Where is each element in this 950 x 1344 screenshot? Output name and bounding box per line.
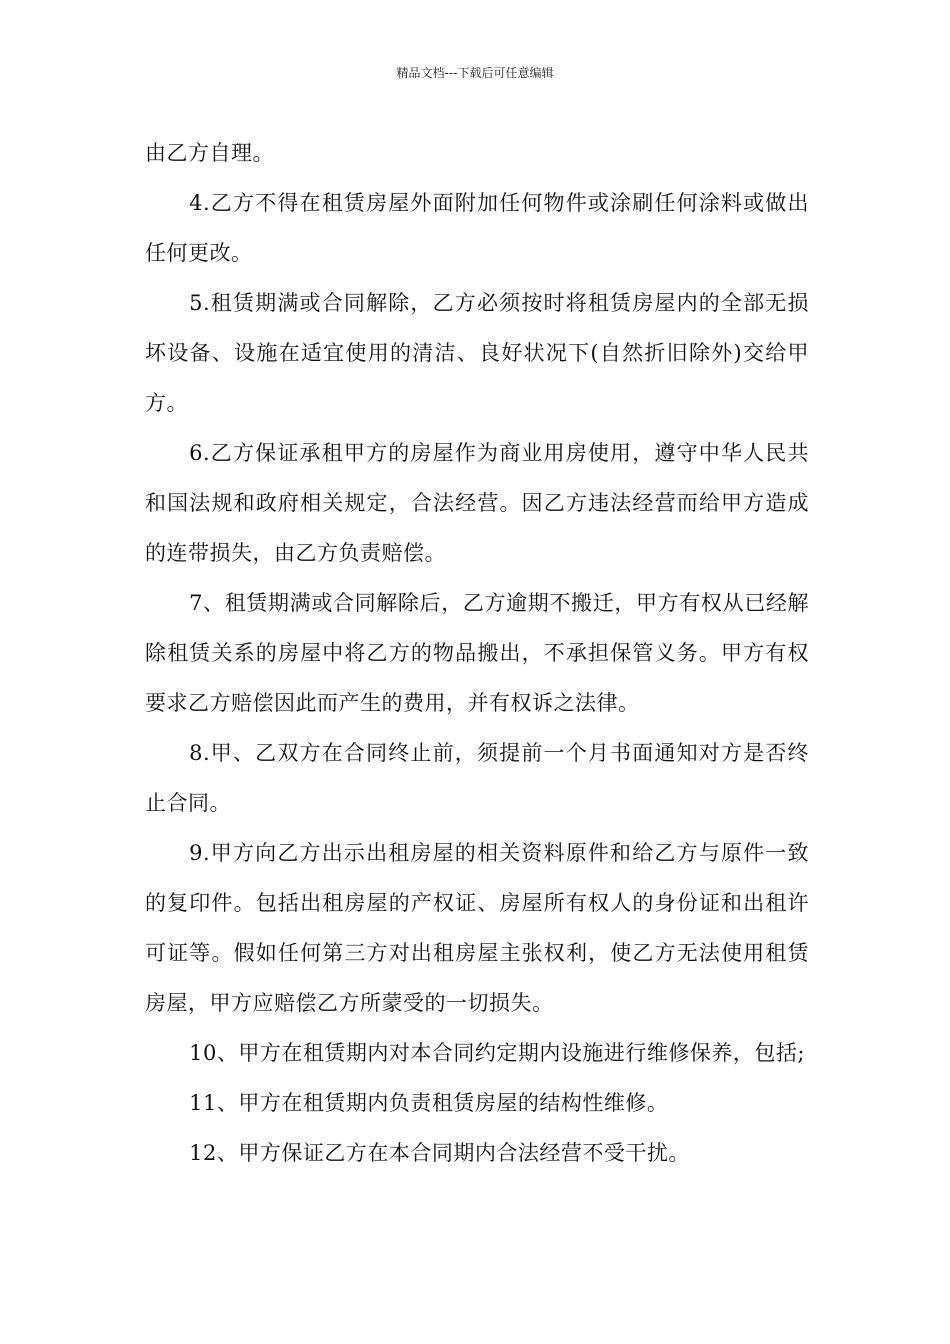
paragraph-clause-4: 4.乙方不得在租赁房屋外面附加任何物件或涂刷任何涂料或做出任何更改。 [145, 191, 809, 265]
paragraph-clause-6: 6.乙方保证承租甲方的房屋作为商业用房使用，遵守中华人民共和国法规和政府相关规定，合法经营。因乙方违法经营而给甲方造成的连带损失，由乙方负责赔偿。 [145, 441, 809, 565]
paragraph-clause-12: 12、甲方保证乙方在本合同期内合法经营不受干扰。 [189, 1141, 690, 1165]
paragraph-clause-5: 5.租赁期满或合同解除，乙方必须按时将租赁房屋内的全部无损坏设备、设施在适宜使用的清洁、良好状况下(自然折旧除外)交给甲方。 [145, 291, 809, 415]
paragraph-clause-11: 11、甲方在租赁期内负责租赁房屋的结构性维修。 [189, 1091, 669, 1115]
paragraph-clause-7: 7、租赁期满或合同解除后，乙方逾期不搬迁，甲方有权从已经解除租赁关系的房屋中将乙方的物品搬出，不承担保管义务。甲方有权要求乙方赔偿因此而产生的费用，并有权诉之法律。 [145, 591, 809, 715]
paragraph-clause-8: 8.甲、乙双方在合同终止前，须提前一个月书面通知对方是否终止合同。 [145, 741, 809, 815]
paragraph-clause-9: 9.甲方向乙方出示出租房屋的相关资料原件和给乙方与原件一致的复印件。包括出租房屋的产权证、房屋所有权人的身份证和出租许可证等。假如任何第三方对出租房屋主张权利，使乙方无法使用租赁房屋，甲方应赔偿乙方所蒙受的一切损失。 [145, 841, 809, 1015]
document-body [145, 128, 809, 1178]
paragraph-continuation: 由乙方自理。 [145, 141, 274, 165]
paragraph-clause-10: 10、甲方在租赁期内对本合同约定期内设施进行维修保养，包括; [189, 1041, 805, 1065]
page-header: 精品文档---下载后可任意编辑 [396, 66, 554, 80]
